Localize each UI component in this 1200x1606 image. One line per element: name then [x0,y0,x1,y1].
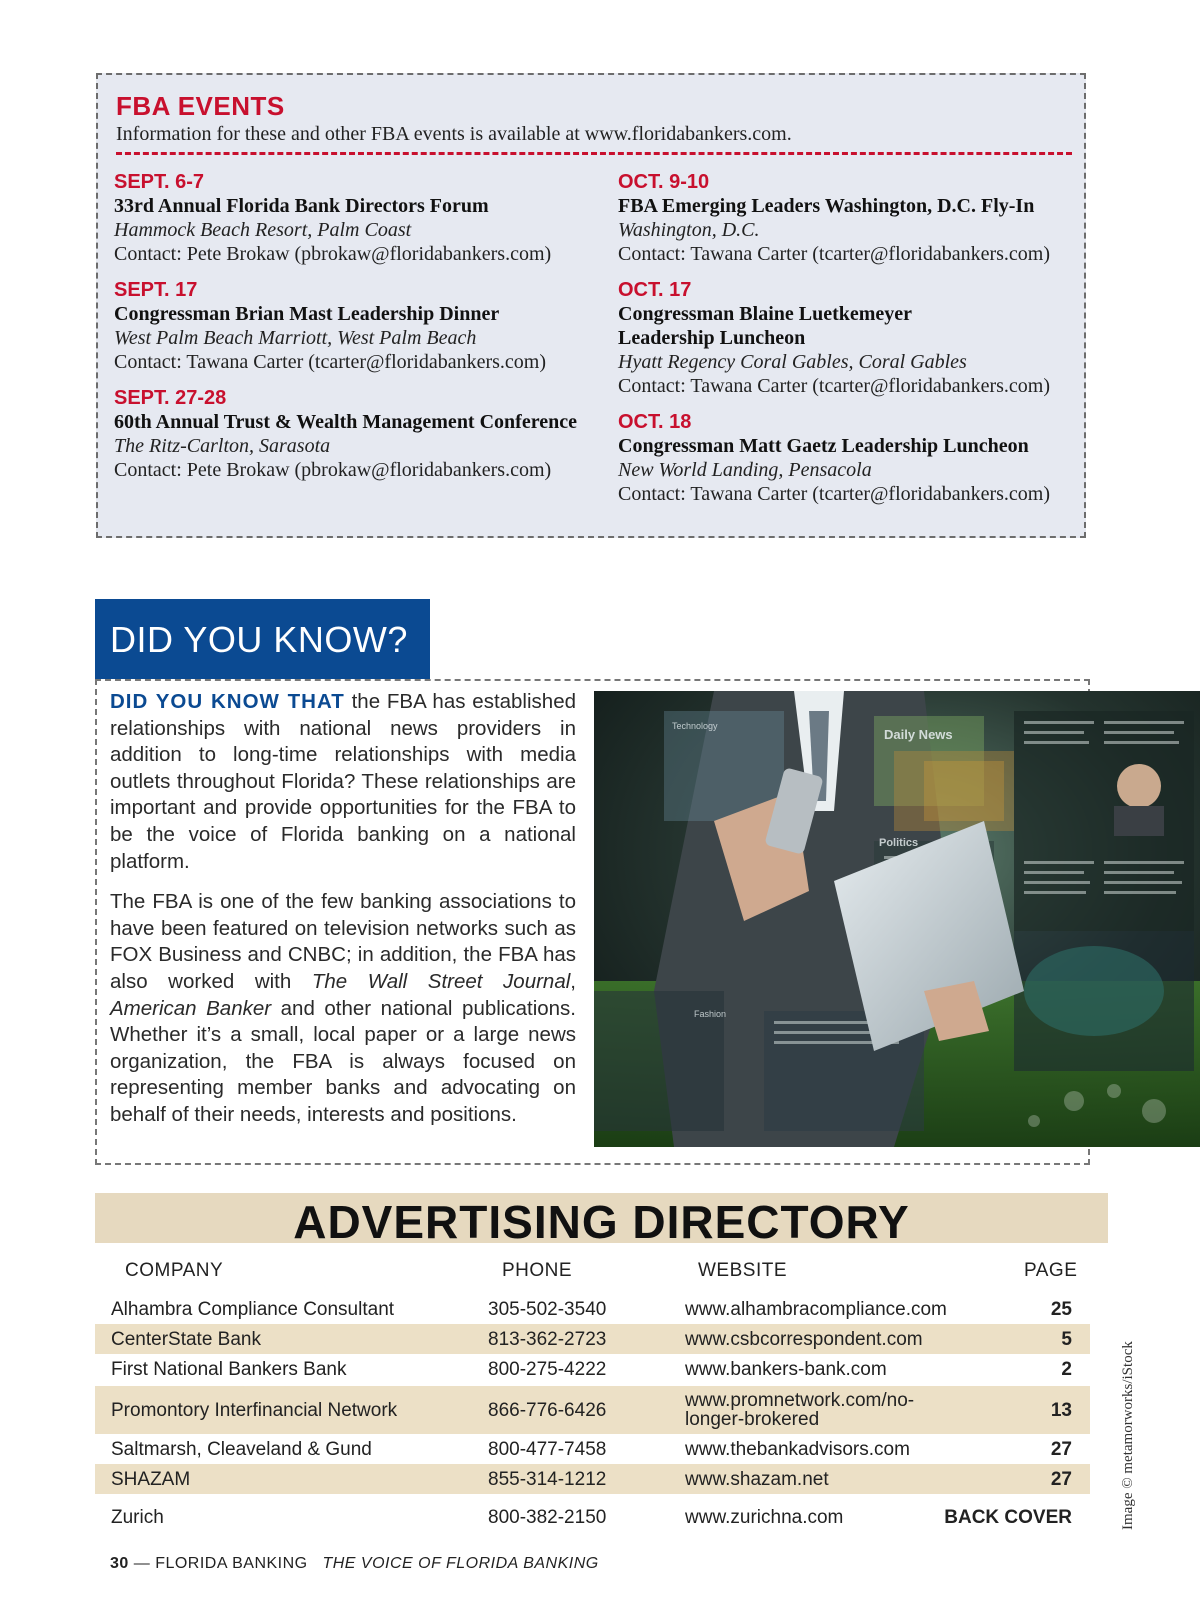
event-date: SEPT. 6-7 [114,171,205,193]
event-date: SEPT. 27-28 [114,387,227,409]
event-venue: Hammock Beach Resort, Palm Coast [114,219,412,241]
event-date: SEPT. 17 [114,279,198,301]
event-date: OCT. 9-10 [618,171,710,193]
table-row [95,1294,1090,1324]
phone-number: 855-314-1212 [488,1469,607,1490]
page-number: BACK COVER [944,1507,1072,1528]
company-name: Saltmarsh, Cleaveland & Gund [111,1439,372,1460]
phone-number: 866-776-6426 [488,1400,607,1421]
page-footer [110,1555,599,1573]
page-number: 13 [1050,1400,1072,1421]
event-item [114,386,594,482]
event-venue: The Ritz-Carlton, Sarasota [114,435,331,457]
table-row [95,1502,1090,1536]
event-contact: Contact: Pete Brokaw (pbrokaw@floridabankers.com) [114,459,552,481]
event-venue: New World Landing, Pensacola [618,459,872,481]
event-name-line1: Congressman Blaine Luetkemeyer [618,303,913,325]
did-you-know-title: DID YOU KNOW? [110,619,408,660]
company-name: SHAZAM [111,1469,191,1490]
event-item [114,278,594,374]
event-name: FBA Emerging Leaders Washington, D.C. Fly-In [618,195,1035,217]
company-name: Promontory Interfinancial Network [111,1400,398,1421]
paragraph-1-body: the FBA has established relationships with national news providers in addition to long-time relationships with media outlets throughout Florida? These relationships are important and provide opportunities for the FBA to be the voice of Florida banking on a national platform. [110,690,576,873]
event-contact: Contact: Tawana Carter (tcarter@floridabankers.com) [618,483,1051,505]
events-info: Information for these and other FBA events is available at www.floridabankers.com. [116,123,792,145]
event-name: 60th Annual Trust & Wealth Management Conference [114,411,577,433]
events-divider [116,152,1072,155]
event-contact: Contact: Tawana Carter (tcarter@floridabankers.com) [618,375,1051,397]
event-venue: Washington, D.C. [618,219,760,241]
table-row [95,1434,1090,1464]
event-contact: Contact: Pete Brokaw (pbrokaw@floridabankers.com) [114,243,552,265]
column-header-company: COMPANY [125,1260,224,1281]
publication-tagline: THE VOICE OF FLORIDA BANKING [322,1555,599,1572]
table-row [95,1464,1090,1494]
photo-label-daily-news: Daily News [884,727,953,742]
table-row [95,1354,1090,1384]
phone-number: 800-477-7458 [488,1439,607,1460]
did-you-know-lead: DID YOU KNOW THAT [110,690,345,713]
website-link[interactable] [685,1391,914,1429]
website-link[interactable]: www.alhambracompliance.com [685,1299,947,1320]
company-name: First National Bankers Bank [111,1359,347,1380]
table-row [95,1324,1090,1354]
image-credit: Image © metamorworks/iStock [1120,1341,1136,1530]
company-name: Zurich [111,1507,164,1528]
advertising-directory-title: ADVERTISING DIRECTORY [293,1196,910,1248]
column-header-page: PAGE [1024,1260,1078,1281]
company-name: CenterState Bank [111,1329,261,1350]
publication-name: — FLORIDA BANKING [128,1555,308,1572]
company-name: Alhambra Compliance Consultant [111,1299,395,1320]
event-name: Congressman Matt Gaetz Leadership Luncheon [618,435,1029,457]
event-date: OCT. 18 [618,411,692,433]
photo-label-fashion: Fashion [694,1009,727,1019]
page-number: 25 [1050,1299,1072,1320]
phone-number: 800-382-2150 [488,1507,607,1528]
website-link[interactable]: www.bankers-bank.com [685,1359,887,1380]
website-link[interactable]: www.thebankadvisors.com [685,1439,910,1460]
event-item [618,170,1098,266]
events-column-left [114,170,594,494]
event-contact: Contact: Tawana Carter (tcarter@floridabankers.com) [618,243,1051,265]
news-technology-photo [594,691,1200,1147]
advertising-directory-banner [95,1193,1108,1248]
website-link[interactable]: www.shazam.net [685,1469,829,1490]
event-name-line2: Leadership Luncheon [618,327,806,349]
table-row [95,1386,1090,1434]
did-you-know-text [110,689,576,1143]
events-column-right [618,170,1098,518]
page-number-footer: 30 [110,1555,129,1572]
paragraph-2-part-a: The FBA is one of the few banking associations to have been featured on television networks such as FOX Business and CNBC; in addition, the FBA has also worked with [110,890,576,993]
paragraph-1 [110,689,576,875]
page-number: 27 [1050,1469,1072,1490]
event-venue: Hyatt Regency Coral Gables, Coral Gables [618,351,967,373]
paragraph-2-part-b: and other national publications. Whether it’s a small, local paper or a large news organization, the FBA is always focused on representing member banks and advocating on behalf of their needs, interests and positions. [110,996,577,1126]
photo-label-politics: Politics [879,837,919,849]
website-link[interactable]: www.csbcorrespondent.com [685,1329,923,1350]
event-contact: Contact: Tawana Carter (tcarter@floridabankers.com) [114,351,547,373]
event-date: OCT. 17 [618,279,692,301]
page-number: 5 [1061,1329,1072,1350]
event-item [618,278,1098,398]
event-venue: West Palm Beach Marriott, West Palm Beach [114,327,477,349]
website-link[interactable]: www.zurichna.com [685,1507,844,1528]
phone-number: 305-502-3540 [488,1299,607,1320]
phone-number: 813-362-2723 [488,1329,607,1350]
photo-label-technology: Technology [672,721,718,731]
events-title: FBA EVENTS [116,91,285,121]
website-line-2: longer-brokered [685,1409,820,1430]
did-you-know-header [95,599,430,679]
publication-wsj: The Wall Street Journal [311,969,571,993]
publication-american-banker: American Banker [110,996,272,1020]
column-header-website: WEBSITE [698,1260,788,1281]
event-item [114,170,594,266]
page-number: 2 [1061,1359,1072,1380]
comma: , [570,969,576,993]
page-number: 27 [1050,1439,1072,1460]
event-name: 33rd Annual Florida Bank Directors Forum [114,195,489,217]
event-name: Congressman Brian Mast Leadership Dinner [114,303,500,325]
event-item [618,410,1098,506]
paragraph-2 [110,889,576,1128]
column-header-phone: PHONE [502,1260,573,1281]
website-line-1: www.promnetwork.com/no- [685,1390,915,1411]
phone-number: 800-275-4222 [488,1359,607,1380]
events-box [96,73,1086,538]
